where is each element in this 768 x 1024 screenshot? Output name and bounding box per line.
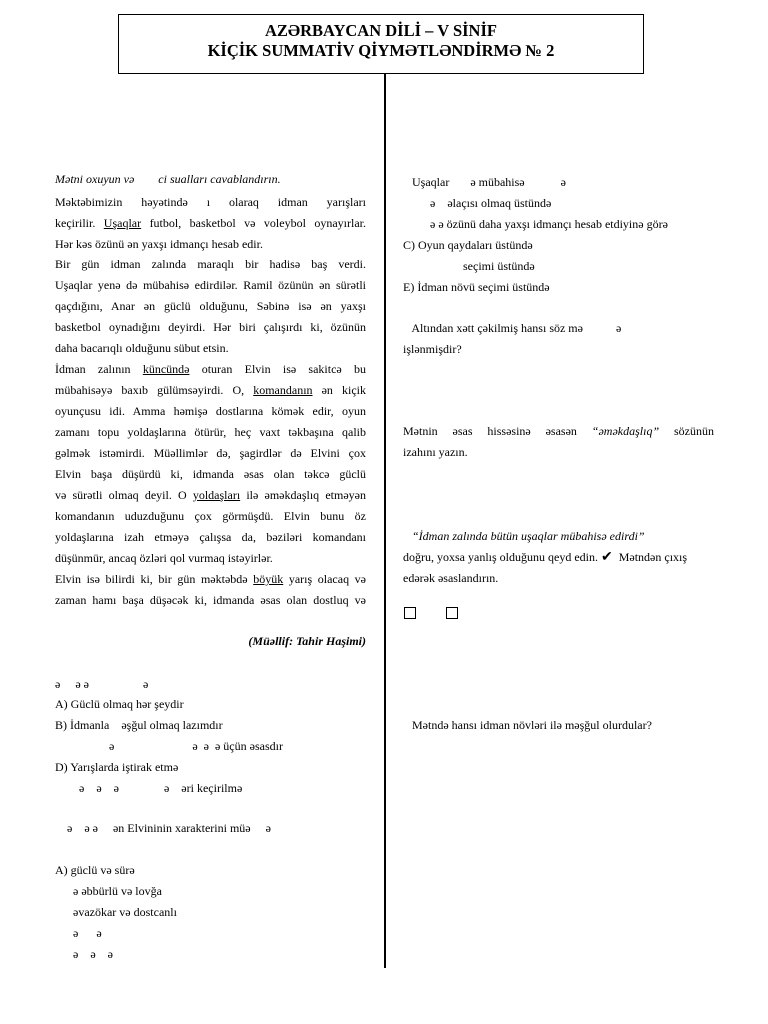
answer-option: seçimi üstündə xyxy=(403,259,535,273)
column-divider xyxy=(384,74,386,968)
question-6-text-end: Mətndən çıxış xyxy=(612,550,688,564)
false-checkbox[interactable] xyxy=(446,607,458,619)
text-line: oyunçusu idi. Amma həmişə dostlarına kömək edir, oyun xyxy=(55,404,366,418)
text-line: keçirilir. Uşaqlar futbol, basketbol və voleybol oynayırlar. xyxy=(55,216,366,230)
answer-option: ə əlaçısı olmaq üstündə xyxy=(403,196,552,210)
true-checkbox[interactable] xyxy=(404,607,416,619)
text-line: Bir gün idman zalında maraqlı bir hadisə baş verdi. xyxy=(55,257,366,271)
underlined-word: Uşaqlar xyxy=(103,216,142,230)
answer-option: ə ə xyxy=(55,926,102,940)
text-line: qaçdığını, Anar ən güclü olduğunu, Səbinə isə ən yaxşı xyxy=(55,299,366,313)
question-5-line-1 xyxy=(403,424,714,438)
answer-option: E) İdman növü seçimi üstündə xyxy=(403,280,550,294)
question-7: Mətndə hansı idman növləri ilə məşğul olurdular? xyxy=(403,718,652,732)
answer-option: D) Yarışlarda iştirak etmə xyxy=(55,760,179,774)
text-line: Elvin isə bilirdi ki, bir gün məktəbdə böyük yarış olacaq və xyxy=(55,572,366,586)
answer-option: əvazökar və dostcanlı xyxy=(55,905,177,919)
text-line: mübahisəyə baxıb gülümsəyirdi. O, komandanın ən kiçik xyxy=(55,383,366,397)
answer-option: ə ə ə ə əri keçirilmə xyxy=(55,781,243,795)
question-text: işlənmişdir? xyxy=(403,342,462,356)
answer-option: ə ə ə xyxy=(55,947,113,961)
underlined-word: böyük xyxy=(253,572,284,586)
text-line: zamanı topu yoldaşlarına ötürür, heç vaxt təkbaşına qalib xyxy=(55,425,366,439)
answer-option: B) İdmanla əşğul olmaq lazımdır xyxy=(55,718,223,732)
text-line: yoldaşlarına izah etməyə çalışsa da, bəziləri komandanı xyxy=(55,530,366,544)
question-5-line-2: izahını yazın. xyxy=(403,445,468,459)
question-6-text: doğru, yoxsa yanlış olduğunu qeyd edin. xyxy=(403,550,601,564)
question-1-stem: ə ə ə ə xyxy=(55,677,149,691)
answer-option: Uşaqlar ə mübahisə ə xyxy=(403,175,566,189)
question-5-text: Mətnin əsas hissəsinə əsasən xyxy=(403,424,592,438)
answer-option: ə ə özünü daha yaxşı idmançı hesab etdiyinə görə xyxy=(403,217,668,231)
author-credit: (Müəllif: Tahir Haşimi) xyxy=(248,634,366,648)
text-line: komandanın uduzduğunu çox görmüşdü. Elvin bunu öz xyxy=(55,509,366,523)
question-text: Altından xətt çəkilmiş hansı söz mə ə xyxy=(403,321,622,335)
answer-option: C) Oyun qaydaları üstündə xyxy=(403,238,533,252)
text-line: Məktəbimizin həyətində ı olaraq idman yarışları xyxy=(55,195,366,209)
title-box xyxy=(118,14,644,74)
question-6-line-2 xyxy=(403,550,687,565)
answer-option: A) Güclü olmaq hər şeydir xyxy=(55,697,184,711)
underlined-word: yoldaşları xyxy=(192,488,241,502)
text-line: Uşaqlar yenə də mübahisə edirdilər. Ramil özünün ən sürətli xyxy=(55,278,366,292)
checkmark-icon: ✔ xyxy=(600,550,613,565)
question-6-line-3: edərək əsaslandırın. xyxy=(403,571,499,585)
text-line: daha bacarıqlı olduğunu sübut etsin. xyxy=(55,341,229,355)
text-line: Hər kəs özünü ən yaxşı idmançı hesab edir. xyxy=(55,237,263,251)
text-line: və sürətli olmaq deyil. O yoldaşları ilə əməkdaşlıq etməyən xyxy=(55,488,366,502)
question-2-stem: ə ə ə ən Elvininin xarakterini müə ə xyxy=(55,821,271,835)
underlined-word: küncündə xyxy=(142,362,190,376)
question-6-quote: “İdman zalında bütün uşaqlar mübahisə edirdi” xyxy=(403,529,645,543)
question-5-term: “əməkdaşlıq” xyxy=(591,424,660,438)
text-line: İdman zalının küncündə oturan Elvin isə sakitcə bu xyxy=(55,362,366,376)
text-line: düşünmür, ancaq özləri qol vurmaq istəyirlər. xyxy=(55,551,273,565)
text-line: gəlmək istəmirdi. Müəllimlər də, şagirdlər də Elvini çox xyxy=(55,446,366,460)
answer-option: ə ə ə ə üçün əsasdır xyxy=(55,739,283,753)
answer-option: ə əbbürlü və lovğa xyxy=(55,884,162,898)
title-subject: AZƏRBAYCAN DİLİ – V SİNİF xyxy=(265,21,497,40)
underlined-word: komandanın xyxy=(253,383,313,397)
question-5-text-end: sözünün xyxy=(659,424,714,438)
text-line: basketbol oynadığını deyirdi. Hər biri çalışırdı ki, özünün xyxy=(55,320,366,334)
answer-option: A) güclü və sürə xyxy=(55,863,135,877)
text-line: zaman hamı başa düşəcək ki, idmanda əsas olan dostluq və xyxy=(55,593,366,607)
text-line: Elvin başa düşürdü ki, idmanda əsas olan təkcə güclü xyxy=(55,467,366,481)
title-assessment: KİÇİK SUMMATİV QİYMƏTLƏNDİRMƏ № 2 xyxy=(207,41,555,60)
instruction: Mətni oxuyun və ci sualları cavablandırın. xyxy=(55,172,281,186)
